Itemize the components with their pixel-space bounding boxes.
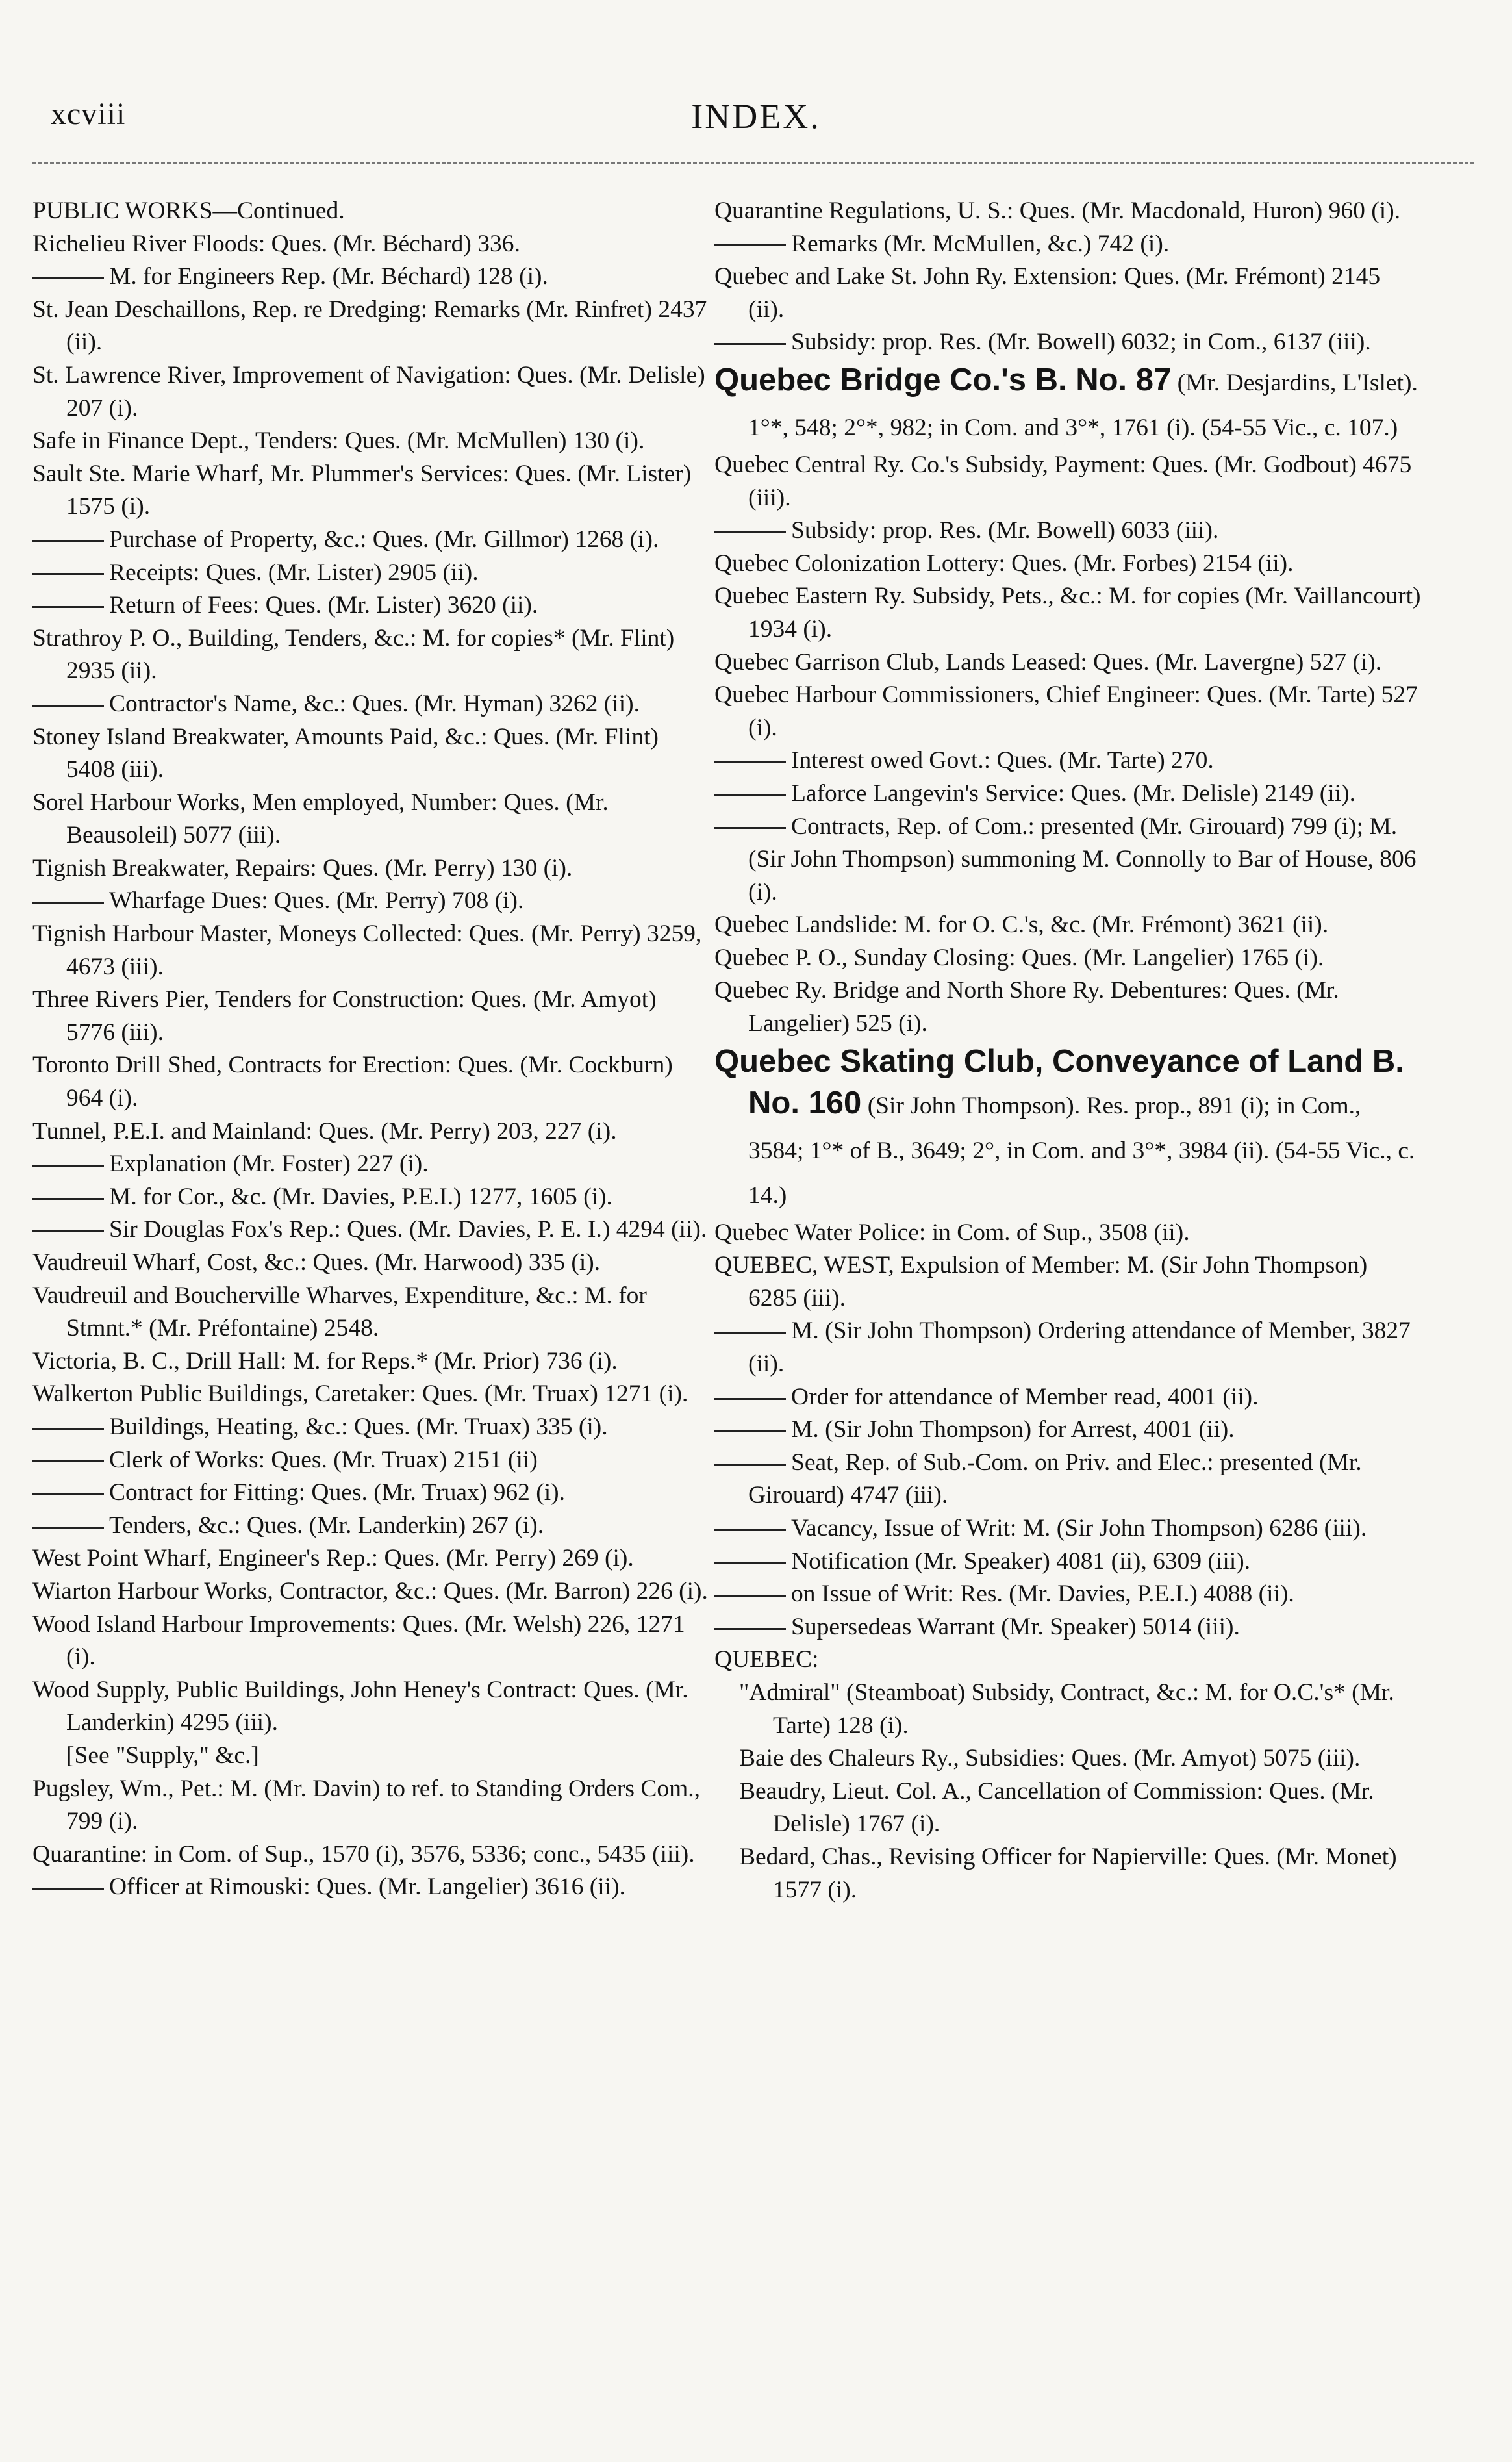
index-entry	[714, 909, 1421, 942]
ditto-dash	[714, 1398, 786, 1400]
index-entry-text: M. (Sir John Thompson) for Arrest, 4001 (ii).	[791, 1416, 1235, 1443]
index-entry	[714, 744, 1421, 778]
ditto-dash	[32, 902, 104, 904]
index-entry-text: Sir Douglas Fox's Rep.: Ques. (Mr. Davies, P. E. I.) 4294 (ii).	[109, 1216, 707, 1243]
index-entry-text: Officer at Rimouski: Ques. (Mr. Langelier) 3616 (ii).	[109, 1873, 625, 1901]
index-entry	[32, 1411, 708, 1444]
ditto-dash	[714, 1430, 786, 1432]
index-entry	[714, 1315, 1421, 1380]
index-entry-text: Subsidy: prop. Res. (Mr. Bowell) 6032; in Com., 6137 (iii).	[791, 329, 1371, 356]
index-entry	[714, 811, 1421, 909]
page-title: INDEX.	[691, 97, 821, 136]
ditto-dash	[714, 531, 786, 533]
index-entry	[714, 942, 1421, 975]
index-entry-text: Three Rivers Pier, Tenders for Construction: Ques. (Mr. Amyot) 5776 (iii).	[32, 986, 657, 1046]
index-entry	[32, 885, 708, 918]
index-entry	[714, 514, 1421, 548]
index-entry-text: St. Jean Deschaillons, Rep. re Dredging: Remarks (Mr. Rinfret) 2437 (ii).	[32, 296, 707, 356]
index-entry	[32, 524, 708, 557]
index-entry	[32, 1674, 708, 1740]
index-entry	[32, 1280, 708, 1345]
index-entry-text: Wharfage Dues: Ques. (Mr. Perry) 708 (i).	[109, 887, 524, 915]
index-entry	[32, 1575, 708, 1608]
index-entry	[32, 294, 708, 359]
index-entry-text: Quebec Water Police: in Com. of Sup., 3508 (ii).	[714, 1219, 1190, 1246]
index-entry-text: Quarantine Regulations, U. S.: Ques. (Mr. Macdonald, Huron) 960 (i).	[714, 197, 1401, 224]
index-entry	[32, 425, 708, 458]
index-entry-text: Quebec and Lake St. John Ry. Extension: Ques. (Mr. Frémont) 2145 (ii).	[714, 263, 1381, 323]
index-entry-text: Laforce Langevin's Service: Ques. (Mr. Delisle) 2149 (ii).	[791, 780, 1355, 807]
index-entry-text: Tignish Harbour Master, Moneys Collected: Ques. (Mr. Perry) 3259, 4673 (iii).	[32, 920, 702, 980]
index-entry-text: Strathroy P. O., Building, Tenders, &c.: M. for copies* (Mr. Flint) 2935 (ii).	[32, 624, 675, 685]
index-entry-text: Contracts, Rep. of Com.: presented (Mr. Girouard) 799 (i); M. (Sir John Thompson) summoning M. Connolly to Bar of House, 806 (i).	[748, 813, 1417, 906]
index-entry-text: Contractor's Name, &c.: Ques. (Mr. Hyman) 3262 (ii).	[109, 690, 640, 717]
ditto-dash	[32, 540, 104, 542]
ditto-dash	[32, 705, 104, 707]
index-entry	[714, 1381, 1421, 1414]
index-entry-text: PUBLIC WORKS—Continued.	[32, 197, 345, 224]
ditto-dash	[32, 1888, 104, 1890]
index-entry-text: M. (Sir John Thompson) Ordering attendance of Member, 3827 (ii).	[748, 1317, 1411, 1378]
index-entry-text: Supersedeas Warrant (Mr. Speaker) 5014 (iii).	[791, 1613, 1240, 1640]
index-entry-tail: (Sir John Thompson). Res. prop., 891 (i); in Com., 3584; 1°* of B., 3649; 2°, in Com. and 3°*, 3984 (ii). (54-55 Vic., c. 14.)	[748, 1092, 1415, 1209]
index-entry	[714, 778, 1421, 811]
index-entry-text: Subsidy: prop. Res. (Mr. Bowell) 6033 (iii).	[791, 517, 1219, 544]
index-entry	[32, 852, 708, 885]
index-entry	[32, 1740, 708, 1773]
ditto-dash	[32, 1230, 104, 1232]
index-entry	[32, 1049, 708, 1115]
index-entry-text: Return of Fees: Ques. (Mr. Lister) 3620 (ii).	[109, 592, 538, 619]
index-entry	[32, 1838, 708, 1872]
index-entry	[714, 195, 1421, 228]
index-entry-text: Baie des Chaleurs Ry., Subsidies: Ques. (Mr. Amyot) 5075 (iii).	[739, 1745, 1361, 1772]
index-entry	[32, 1444, 708, 1477]
ditto-dash	[714, 761, 786, 763]
index-entry	[32, 228, 708, 261]
ditto-dash	[714, 1595, 786, 1597]
index-entry	[32, 721, 708, 787]
index-entry	[32, 1148, 708, 1181]
index-entry-text: Victoria, B. C., Drill Hall: M. for Reps.* (Mr. Prior) 736 (i).	[32, 1347, 618, 1375]
index-entry-text: Buildings, Heating, &c.: Ques. (Mr. Truax) 335 (i).	[109, 1413, 608, 1440]
index-entry-text: Wiarton Harbour Works, Contractor, &c.: Ques. (Mr. Barron) 226 (i).	[32, 1577, 708, 1605]
index-entry	[714, 548, 1421, 581]
index-entry-text: QUEBEC:	[714, 1646, 819, 1673]
index-entry-text: Contract for Fitting: Ques. (Mr. Truax) 962 (i).	[109, 1479, 566, 1506]
index-entry	[32, 1510, 708, 1543]
index-entry	[32, 918, 708, 984]
index-entry	[714, 326, 1421, 359]
index-entry-text: Order for attendance of Member read, 4001 (ii).	[791, 1383, 1259, 1410]
ditto-dash	[714, 827, 786, 829]
ditto-dash	[714, 1529, 786, 1531]
index-entry-text: Quebec Eastern Ry. Subsidy, Pets., &c.: M. for copies (Mr. Vaillancourt) 1934 (i).	[714, 583, 1421, 642]
index-entry-text: Vacancy, Issue of Writ: M. (Sir John Thompson) 6286 (iii).	[791, 1515, 1367, 1542]
index-entry	[714, 1545, 1421, 1579]
index-entry-text: Tunnel, P.E.I. and Mainland: Ques. (Mr. Perry) 203, 227 (i).	[32, 1117, 617, 1145]
index-entry-text: Vaudreuil Wharf, Cost, &c.: Ques. (Mr. Harwood) 335 (i).	[32, 1249, 601, 1276]
index-entry	[714, 1217, 1421, 1250]
header-divider	[32, 162, 1474, 164]
index-entry-text: Toronto Drill Shed, Contracts for Erection: Ques. (Mr. Cockburn) 964 (i).	[32, 1052, 673, 1112]
left-index-column	[32, 195, 708, 1904]
index-entry-text: Receipts: Ques. (Mr. Lister) 2905 (ii).	[109, 559, 479, 586]
index-entry-text: "Admiral" (Steamboat) Subsidy, Contract, &c.: M. for O.C.'s* (Mr. Tarte) 128 (i).	[739, 1679, 1394, 1739]
index-entry-text: Clerk of Works: Ques. (Mr. Truax) 2151 (ii)	[109, 1446, 538, 1473]
index-entry-text: Sorel Harbour Works, Men employed, Number: Ques. (Mr. Beausoleil) 5077 (iii).	[32, 789, 609, 849]
index-entry-text: on Issue of Writ: Res. (Mr. Davies, P.E.I.) 4088 (ii).	[791, 1580, 1294, 1608]
ditto-dash	[714, 1628, 786, 1630]
index-entry	[32, 359, 708, 425]
ditto-dash	[32, 1460, 104, 1462]
index-entry-text: Tignish Breakwater, Repairs: Ques. (Mr. Perry) 130 (i).	[32, 854, 573, 882]
page-header	[0, 96, 1512, 148]
page-number: xcviii	[51, 97, 126, 131]
index-entry	[714, 228, 1421, 261]
index-entry	[32, 458, 708, 524]
ditto-dash	[714, 244, 786, 246]
index-entry	[714, 1578, 1421, 1611]
index-entry	[32, 984, 708, 1049]
index-entry-text: Seat, Rep. of Sub.-Com. on Priv. and Elec.: presented (Mr. Girouard) 4747 (iii).	[748, 1449, 1362, 1509]
index-entry	[32, 787, 708, 852]
ditto-dash	[32, 573, 104, 575]
index-entry-text: [See "Supply," &c.]	[66, 1742, 259, 1769]
index-entry-text: M. for Cor., &c. (Mr. Davies, P.E.I.) 1277, 1605 (i).	[109, 1183, 612, 1210]
index-entry-text: Richelieu River Floods: Ques. (Mr. Béchard) 336.	[32, 230, 520, 257]
index-entry	[714, 1742, 1421, 1775]
ditto-dash	[32, 1198, 104, 1200]
index-entry	[32, 260, 708, 294]
index-entry	[32, 195, 708, 228]
ditto-dash	[32, 606, 104, 608]
index-entry-text: M. for Engineers Rep. (Mr. Béchard) 128 (i).	[109, 263, 548, 290]
ditto-dash	[32, 1165, 104, 1167]
index-entry-text: Quebec P. O., Sunday Closing: Ques. (Mr. Langelier) 1765 (i).	[714, 944, 1324, 971]
index-entry	[714, 1447, 1421, 1512]
index-entry-text: Beaudry, Lieut. Col. A., Cancellation of Commission: Ques. (Mr. Delisle) 1767 (i).	[739, 1777, 1374, 1838]
index-entry-text: Quebec Harbour Commissioners, Chief Engineer: Ques. (Mr. Tarte) 527 (i).	[714, 681, 1418, 741]
index-entry	[32, 1542, 708, 1575]
index-entry-text: Quebec Bridge Co.'s B. No. 87	[714, 362, 1172, 398]
index-entry-text: Vaudreuil and Boucherville Wharves, Expenditure, &c.: M. for Stmnt.* (Mr. Préfontaine) 2548.	[32, 1282, 647, 1342]
index-entry	[714, 1041, 1421, 1217]
index-entry-text: Safe in Finance Dept., Tenders: Ques. (Mr. McMullen) 130 (i).	[32, 427, 645, 455]
index-entry-text: Quebec Central Ry. Co.'s Subsidy, Payment: Ques. (Mr. Godbout) 4675 (iii).	[714, 451, 1412, 511]
index-entry	[714, 580, 1421, 646]
index-entry	[32, 1345, 708, 1378]
index-entry	[714, 1841, 1421, 1907]
ditto-dash	[714, 794, 786, 796]
index-entry	[714, 359, 1421, 449]
ditto-dash	[32, 1493, 104, 1495]
ditto-dash	[714, 1464, 786, 1466]
index-entry-text: Quebec Ry. Bridge and North Shore Ry. Debentures: Ques. (Mr. Langelier) 525 (i).	[714, 977, 1339, 1037]
index-entry	[714, 1677, 1421, 1742]
index-entry	[714, 1611, 1421, 1644]
index-entry-text: Wood Supply, Public Buildings, John Heney's Contract: Ques. (Mr. Landerkin) 4295 (iii).	[32, 1676, 688, 1736]
index-entry	[32, 557, 708, 590]
index-entry	[32, 1247, 708, 1280]
right-index-column	[714, 195, 1421, 1907]
index-entry	[714, 1512, 1421, 1545]
index-entry-text: Quebec Garrison Club, Lands Leased: Ques. (Mr. Lavergne) 527 (i).	[714, 648, 1382, 676]
index-entry-text: St. Lawrence River, Improvement of Navigation: Ques. (Mr. Delisle) 207 (i).	[32, 361, 705, 422]
index-entry	[714, 1414, 1421, 1447]
index-entry-text: West Point Wharf, Engineer's Rep.: Ques. (Mr. Perry) 269 (i).	[32, 1545, 634, 1572]
ditto-dash	[32, 1527, 104, 1529]
ditto-dash	[32, 277, 104, 279]
ditto-dash	[32, 1428, 104, 1430]
ditto-dash	[714, 1332, 786, 1334]
index-entry	[32, 1115, 708, 1149]
index-entry-text: Walkerton Public Buildings, Caretaker: Ques. (Mr. Truax) 1271 (i).	[32, 1380, 688, 1408]
index-entry	[714, 449, 1421, 514]
index-entry-text: Tenders, &c.: Ques. (Mr. Landerkin) 267 (i).	[109, 1512, 544, 1539]
index-entry	[32, 1773, 708, 1838]
index-entry-text: Quebec Colonization Lottery: Ques. (Mr. Forbes) 2154 (ii).	[714, 550, 1294, 577]
index-entry-text: Explanation (Mr. Foster) 227 (i).	[109, 1150, 429, 1178]
index-entry-text: Quebec Skating Club, Conveyance of Land B. No. 160	[714, 1043, 1404, 1121]
index-entry-text: Wood Island Harbour Improvements: Ques. (Mr. Welsh) 226, 1271 (i).	[32, 1610, 685, 1671]
index-entry	[32, 1378, 708, 1411]
index-entry	[32, 1477, 708, 1510]
index-entry	[32, 688, 708, 721]
index-entry-text: Notification (Mr. Speaker) 4081 (ii), 6309 (iii).	[791, 1547, 1251, 1575]
index-entry-tail: (Mr. Desjardins, L'Islet). 1°*, 548; 2°*, 982; in Com. and 3°*, 1761 (i). (54-55 Vic., c. 107.)	[748, 369, 1418, 441]
index-entry	[714, 974, 1421, 1040]
index-entry	[32, 589, 708, 622]
index-entry-text: Bedard, Chas., Revising Officer for Napierville: Ques. (Mr. Monet) 1577 (i).	[739, 1843, 1397, 1903]
index-entry-text: Interest owed Govt.: Ques. (Mr. Tarte) 270.	[791, 747, 1214, 774]
ditto-dash	[714, 343, 786, 345]
index-entry	[714, 679, 1421, 744]
index-entry	[32, 1181, 708, 1214]
index-entry-text: Purchase of Property, &c.: Ques. (Mr. Gillmor) 1268 (i).	[109, 526, 659, 553]
index-entry-text: QUEBEC, WEST, Expulsion of Member: M. (Sir John Thompson) 6285 (iii).	[714, 1252, 1368, 1312]
index-entry-text: Sault Ste. Marie Wharf, Mr. Plummer's Services: Ques. (Mr. Lister) 1575 (i).	[32, 460, 692, 520]
index-entry	[714, 260, 1421, 326]
index-entry	[714, 646, 1421, 679]
ditto-dash	[714, 1562, 786, 1564]
index-entry-text: Remarks (Mr. McMullen, &c.) 742 (i).	[791, 230, 1170, 257]
index-entry-text: Quarantine: in Com. of Sup., 1570 (i), 3576, 5336; conc., 5435 (iii).	[32, 1840, 695, 1868]
index-entry	[32, 622, 708, 688]
index-entry-text: Quebec Landslide: M. for O. C.'s, &c. (Mr. Frémont) 3621 (ii).	[714, 911, 1329, 939]
index-entry	[714, 1643, 1421, 1677]
index-entry	[32, 1871, 708, 1904]
index-entry-text: Pugsley, Wm., Pet.: M. (Mr. Davin) to ref. to Standing Orders Com., 799 (i).	[32, 1775, 701, 1835]
index-entry	[32, 1608, 708, 1674]
index-entry	[714, 1249, 1421, 1315]
index-entry-text: Stoney Island Breakwater, Amounts Paid, &c.: Ques. (Mr. Flint) 5408 (iii).	[32, 723, 659, 783]
index-entry	[714, 1775, 1421, 1841]
index-entry	[32, 1213, 708, 1247]
